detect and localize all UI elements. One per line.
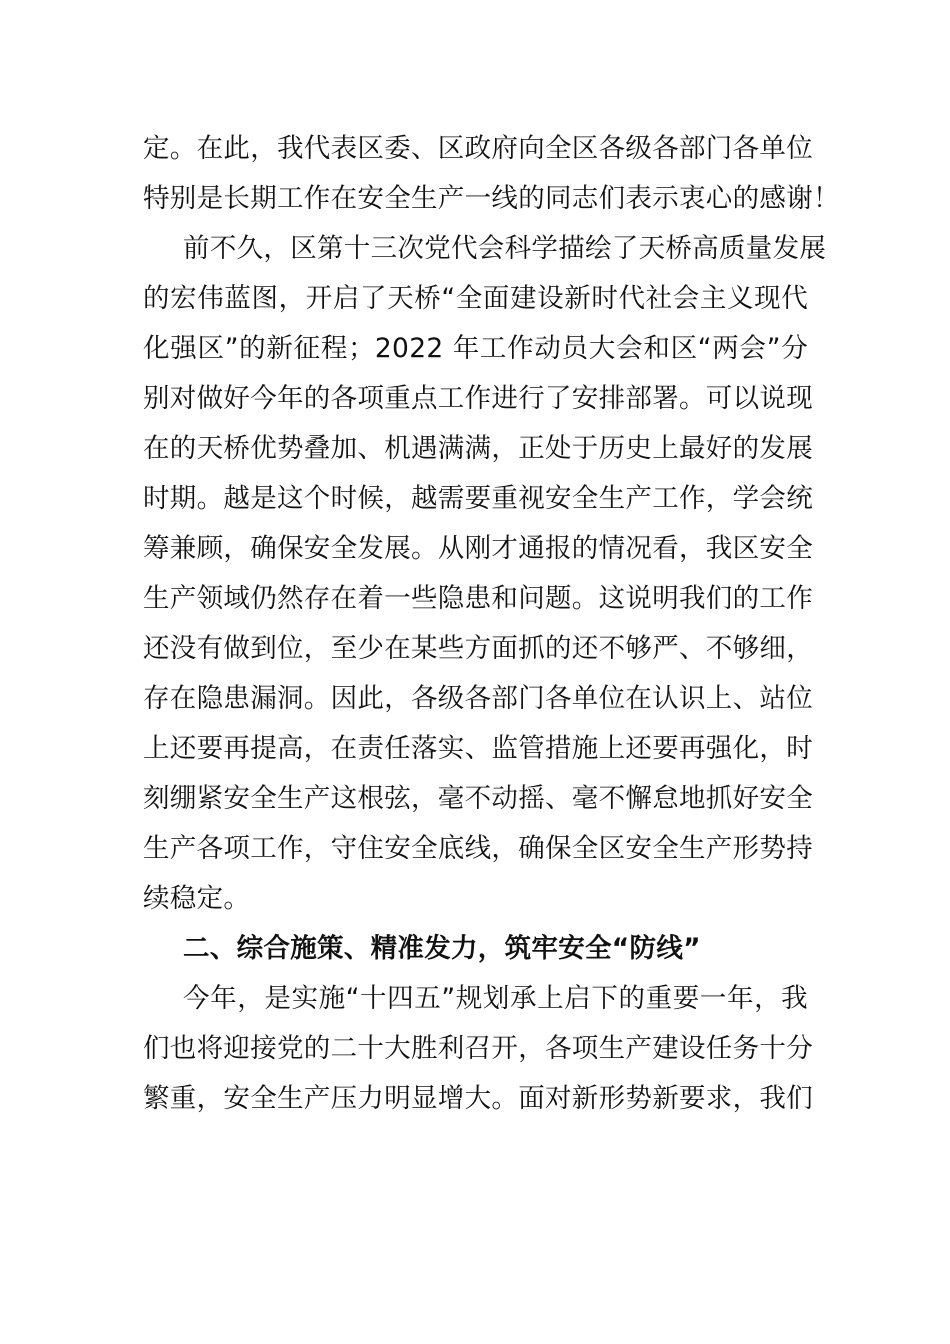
text-line: 在的天桥优势叠加、机遇满满，正处于历史上最好的发展 — [143, 433, 813, 464]
text-line: 别对做好今年的各项重点工作进行了安排部署。可以说现 — [143, 383, 813, 414]
text-line: 特别是长期工作在安全生产一线的同志们表示衷心的感谢！ — [143, 183, 840, 214]
text-line: 的宏伟蓝图，开启了天桥“全面建设新时代社会主义现代 — [143, 283, 808, 314]
text-line: 们也将迎接党的二十大胜利召开，各项生产建设任务十分 — [143, 1033, 813, 1064]
document-body — [143, 124, 840, 1124]
text-line: 续稳定。 — [143, 883, 251, 914]
text-line: 生产领域仍然存在着一些隐患和问题。这说明我们的工作 — [143, 583, 813, 614]
text-line: 上还要再提高，在责任落实、监管措施上还要再强化，时 — [143, 733, 813, 764]
text-line: 筹兼顾，确保安全发展。从刚才通报的情况看，我区安全 — [143, 533, 813, 564]
paragraph-first-line: 今年，是实施“十四五”规划承上启下的重要一年，我 — [183, 983, 808, 1014]
text-line: 时期。越是这个时候，越需要重视安全生产工作，学会统 — [143, 483, 813, 514]
text-line: 生产各项工作，守住安全底线，确保全区安全生产形势持 — [143, 833, 813, 864]
paragraph-first-line: 前不久，区第十三次党代会科学描绘了天桥高质量发展 — [183, 233, 827, 264]
section-heading: 二、综合施策、精准发力，筑牢安全“防线” — [183, 933, 701, 964]
text-line: 存在隐患漏洞。因此，各级各部门各单位在认识上、站位 — [143, 683, 813, 714]
text-line: 还没有做到位，至少在某些方面抓的还不够严、不够细， — [143, 633, 813, 664]
text-line: 繁重，安全生产压力明显增大。面对新形势新要求，我们 — [143, 1083, 813, 1114]
text-line: 定。在此，我代表区委、区政府向全区各级各部门各单位 — [143, 133, 813, 164]
text-line: 刻绷紧安全生产这根弦，毫不动摇、毫不懈怠地抓好安全 — [143, 783, 813, 814]
text-line: 化强区”的新征程；2022 年工作动员大会和区“两会”分 — [143, 333, 808, 364]
